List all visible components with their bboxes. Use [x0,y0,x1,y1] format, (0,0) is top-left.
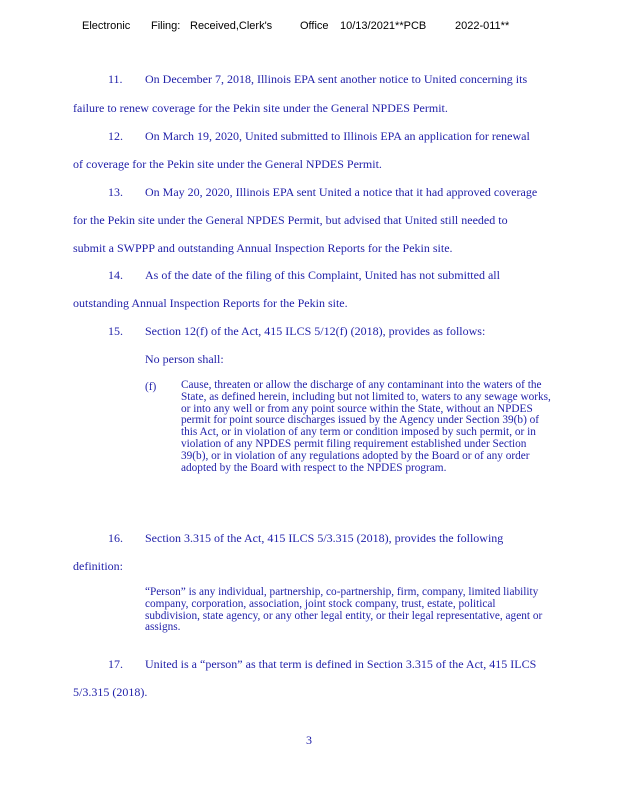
paragraph-number: 16. [108,531,123,545]
paragraph-number: 17. [108,657,123,671]
quoted-statute-text: Cause, threaten or allow the discharge of any contaminant into the waters of the State, as defined herein, including but not limited to, waters to any sewage works, or into any well or from any point source within the State, without an NPDES permit for point source discharges issued by the Agency under Section 39(b) of this Act, or in violation of any term or condition imposed by such permit, or in violation of any NPDES permit filing requirement established under Section 39(b), or in violation of any regulations adopted by the Board or of any order adopted by the Board with respect to the NPDES program. [181,379,551,474]
paragraph-line: definition: [73,559,123,573]
quote-item-label: (f) [145,381,157,393]
paragraph-number: 14. [108,268,123,282]
header-office: Office [300,20,329,32]
page-number: 3 [306,733,312,747]
header-date-code: 10/13/2021**PCB [340,20,427,32]
paragraph-number: 15. [108,324,123,338]
header-filing: Filing: [151,20,181,32]
paragraph-line: As of the date of the filing of this Complaint, United has not submitted all [145,268,500,282]
header-received: Received,Clerk's [190,20,273,32]
paragraph-number: 13. [108,185,123,199]
paragraph-line: On March 19, 2020, United submitted to Illinois EPA an application for renewal [145,129,530,143]
paragraph-line: On December 7, 2018, Illinois EPA sent another notice to United concerning its [145,72,528,86]
paragraph-line: United is a “person” as that term is defined in Section 3.315 of the Act, 415 ILCS [145,657,537,671]
paragraph-number: 11. [108,72,123,86]
paragraph-line: On May 20, 2020, Illinois EPA sent United a notice that it had approved coverage [145,185,538,199]
paragraph-line: 5/3.315 (2018). [73,685,148,699]
paragraph-number: 12. [108,129,123,143]
paragraph-line: for the Pekin site under the General NPDES Permit, but advised that United still needed to [73,213,508,227]
paragraph-line: Section 3.315 of the Act, 415 ILCS 5/3.315 (2018), provides the following [145,531,504,545]
paragraph-line: outstanding Annual Inspection Reports for the Pekin site. [73,296,348,310]
paragraph-line: of coverage for the Pekin site under the General NPDES Permit. [73,157,382,171]
header-case-number: 2022-011** [455,20,510,32]
header-electronic: Electronic [82,20,131,32]
paragraph-line: Section 12(f) of the Act, 415 ILCS 5/12(f) (2018), provides as follows: [145,324,486,338]
quoted-definition-text: “Person” is any individual, partnership, co-partnership, firm, company, limited liability company, corporation, association, joint stock company, trust, estate, political subdivision, state agency, or any other legal entity, or their legal representative, agent or assigns. [145,586,543,634]
quote-intro: No person shall: [145,352,224,366]
paragraph-line: submit a SWPPP and outstanding Annual Inspection Reports for the Pekin site. [73,241,453,255]
paragraph-line: failure to renew coverage for the Pekin site under the General NPDES Permit. [73,101,448,115]
